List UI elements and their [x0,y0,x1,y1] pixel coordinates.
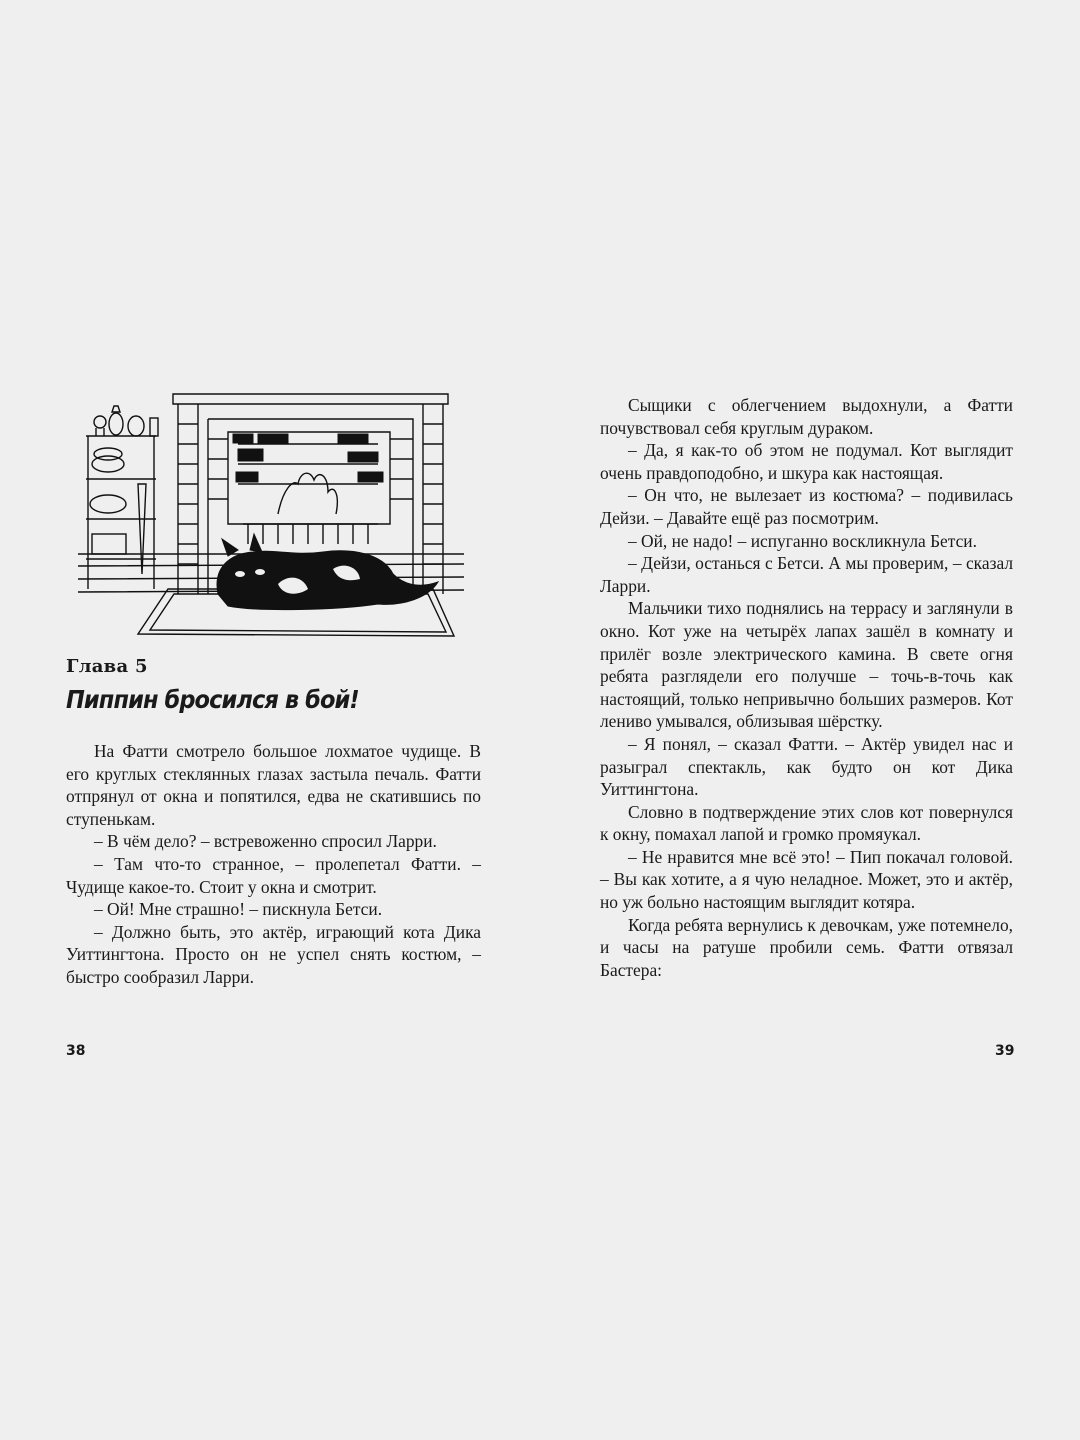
page-number-left: 38 [66,1043,86,1059]
paragraph: – Он что, не вылезает из костюма? – подивилась Дейзи. – Давайте ещё раз посмотрим. [600,485,1013,528]
paragraph: Мальчики тихо поднялись на террасу и заглянули в окно. Кот уже на четырёх лапах зашёл в комнату и прилёг возле электрического камина. В свете огня ребята разглядели его получше – точь-в-точь как настоящий, только непривычно больших размеров. Кот лениво умывался, облизывая шёрстку. [600,598,1013,732]
left-page-text [66,740,481,989]
paragraph: – Да, я как-то об этом не подумал. Кот выглядит очень правдоподобно, и шкура как настоящая. [600,440,1013,483]
right-page-text [600,394,1013,981]
chapter-title: Пиппин бросился в бой! [66,685,359,714]
paragraph: – В чём дело? – встревоженно спросил Ларри. [94,831,437,852]
paragraph: – Дейзи, останься с Бетси. А мы проверим, – сказал Ларри. [600,553,1013,596]
paragraph: – Там что-то странное, – пролепетал Фатти. – Чудище какое-то. Стоит у окна и смотрит. [66,853,481,897]
paragraph: – Должно быть, это актёр, играющий кота Дика Уиттингтона. Просто он не успел снять костюм, – быстро сообразил Ларри. [66,921,481,987]
paragraph: – Я понял, – сказал Фатти. – Актёр увидел нас и разыграл спектакль, как будто он кот Дика Уиттингтона. [600,733,1013,800]
right-page [540,0,1080,1440]
paragraph: Словно в подтверждение этих слов кот повернулся к окну, помахал лапой и громко промяукал. [600,801,1013,845]
paragraph: – Ой! Мне страшно! – пискнула Бетси. [94,899,383,920]
paragraph: – Не нравится мне всё это! – Пип покачал головой. – Вы как хотите, а я чую неладное. Может, это и актёр, но уж больно настоящим выглядит котяра. [600,846,1013,913]
paragraph: Сыщики с облегчением выдохнули, а Фатти почувствовал себя круглым дураком. [600,395,1013,438]
cat-by-fireplace-illustration [78,384,464,646]
chapter-number: Глава 5 [66,656,148,677]
paragraph: – Ой, не надо! – испуганно воскликнула Бетси. [628,530,977,551]
paragraph: Когда ребята вернулись к девочкам, уже потемнело, и часы на ратуше пробили семь. Фатти отвязал Бастера: [600,914,1013,980]
page-number-right: 39 [995,1043,1015,1059]
paragraph: На Фатти смотрело большое лохматое чудище. В его круглых стеклянных глазах застыла печаль. Фатти отпрянул от окна и попятился, едва не скатившись по ступенькам. [66,741,481,829]
